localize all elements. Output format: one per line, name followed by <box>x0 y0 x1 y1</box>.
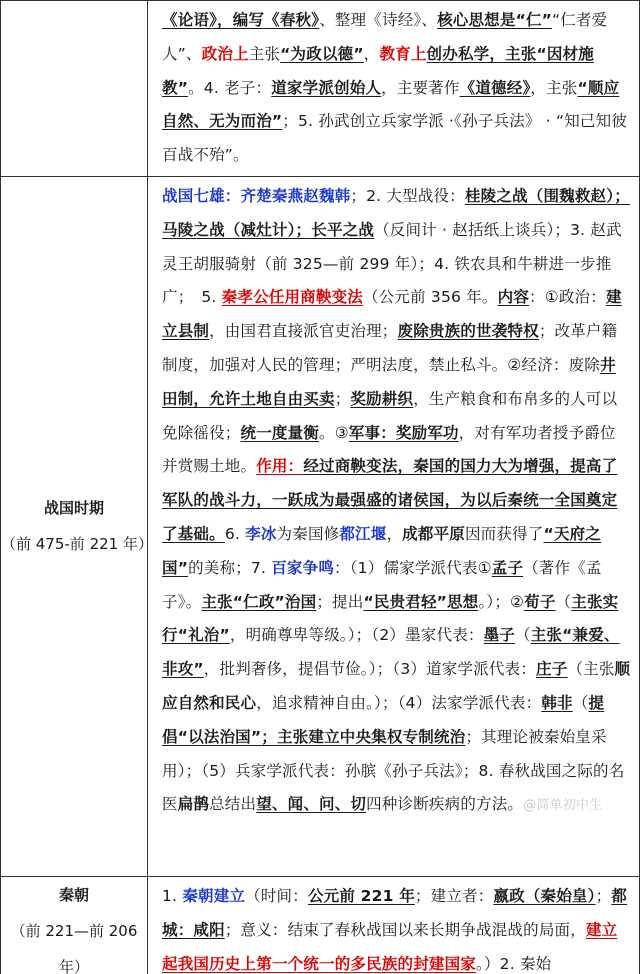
text-segment: 主张 <box>248 44 281 63</box>
era-name: 战国时期 <box>43 499 104 518</box>
text-segment: 荀子 <box>524 592 556 611</box>
text-segment: （ <box>555 592 572 611</box>
text-segment: 秦朝建立 <box>182 886 246 905</box>
text-segment: ；意义：结束了春秋战国以来长期争战混战的局面， <box>224 920 586 939</box>
text-segment: 成都平原 <box>402 524 465 543</box>
text-segment: “顺应自然、无为而治” <box>162 78 620 131</box>
text-segment: ；建立者： <box>414 886 494 905</box>
text-segment: 秦孝公任用商鞅变法 <box>221 288 363 307</box>
text-segment: 废除贵族的世袭特权 <box>397 322 539 341</box>
text-segment: 我国历史上第一个统一的多民族的封建国家 <box>177 954 477 973</box>
table-row <box>1 1 640 177</box>
text-segment: 、整理《诗经》、 <box>319 11 438 29</box>
text-segment: 建立起 <box>162 920 618 973</box>
text-segment: ，主张 <box>530 78 578 97</box>
text-segment: ；其理论被秦始皇采用）；（5）兵家学派代表：孙膑《孙子兵法》；8. 春秋战国之际的名医 <box>162 727 625 814</box>
text-segment: “为政以德” <box>280 44 364 63</box>
text-segment: 政治上 <box>201 44 249 63</box>
text-segment: （ <box>515 626 531 645</box>
text-segment: （ <box>572 693 589 712</box>
text-segment: “民贵君轻”思想 <box>363 592 479 611</box>
text-segment: 奖励耕织 <box>350 389 414 408</box>
text-segment: ，主要著作 <box>381 78 460 97</box>
text-segment: 教育上 <box>379 44 427 63</box>
text-segment: 。③ <box>319 423 349 442</box>
text-segment: ； <box>595 886 612 905</box>
text-segment: “天府之国” <box>162 524 601 577</box>
text-segment: 为秦国修 <box>276 524 340 543</box>
text-segment: ，由国君直接派官吏治理； <box>209 322 398 341</box>
text-segment: ； <box>334 389 351 408</box>
table-row <box>1 876 640 974</box>
text-segment: 扁鹊 <box>177 795 210 814</box>
era-name: 秦朝 <box>58 885 89 904</box>
text-segment: 四种诊断疾病的方法。 <box>366 795 524 814</box>
text-segment: 道家学派创始人 <box>271 78 382 97</box>
text-segment: 《道德经》 <box>459 78 531 97</box>
text-segment: 作用： <box>256 457 304 476</box>
text-segment: ；2. 大型战役： <box>350 186 465 205</box>
text-segment: 战国七雄：齐楚秦燕赵魏韩 <box>162 186 351 205</box>
text-segment: 军事：奖励军功 <box>348 423 459 442</box>
text-segment: 百家争鸣 <box>271 558 335 577</box>
text-segment: 顺应自然和民心 <box>162 660 631 712</box>
content-cell <box>148 876 640 974</box>
text-segment: 经过商鞅变法，秦国的国力大为增强，提高了军队的战斗力，一跃成为最强盛的诸侯国，为以后秦统一全国奠定了基础。 <box>162 457 618 543</box>
text-segment: 6. <box>224 524 246 543</box>
text-segment: ，对有军功者授予爵位并赏赐土地。 <box>162 423 616 476</box>
text-segment: 因而获得了 <box>464 524 544 543</box>
era-cell <box>1 876 148 974</box>
text-segment: （主张 <box>567 660 615 679</box>
text-segment: 孟子 <box>491 558 524 577</box>
text-segment: ， <box>363 44 380 63</box>
text-segment: （反间计 · 赵括纸上谈兵）；3. 赵武灵王胡服骑射（前 325—前 299 年）；4. 铁农具和牛耕进一步推广； 5. <box>162 220 622 307</box>
text-segment: 李冰 <box>245 524 277 543</box>
era-cell <box>1 176 153 876</box>
era-cell <box>1 1 148 177</box>
text-segment: 1. <box>162 886 183 905</box>
era-period: （前 475-前 221 年） <box>1 535 153 554</box>
text-segment: 创办私学，主张“因材施教” <box>162 44 594 97</box>
text-segment: 墨子 <box>483 626 515 645</box>
content-cell <box>148 176 640 876</box>
text-segment: 的美称；7. <box>188 558 272 577</box>
text-segment: 桂陵之战（围魏救赵）；马陵之战（减灶计）；长平之战 <box>162 186 630 239</box>
text-segment: 都城：咸阳 <box>162 886 627 939</box>
text-segment: ，明确尊卑等级。）；（2）墨家代表： <box>229 626 484 645</box>
text-segment: 嬴政（秦始皇） <box>493 886 596 905</box>
content-cell <box>148 1 640 177</box>
text-segment: 主张“兼爱、非攻” <box>162 626 620 679</box>
text-segment: “仁者爱人”、 <box>162 11 608 63</box>
text-segment: ， <box>386 524 403 543</box>
text-segment: （时间： <box>245 886 308 905</box>
text-segment: ，批判奢侈，提倡节俭。）；（3）道家学派代表： <box>203 660 537 679</box>
text-segment: 。）；② <box>478 592 525 611</box>
table-row <box>1 176 640 876</box>
text-segment: 建立县制 <box>162 288 622 341</box>
text-segment: （著作《孟子》。 <box>162 558 602 611</box>
text-segment: 公元前 221 年 <box>307 886 415 905</box>
text-segment: 总结出 <box>209 795 257 814</box>
text-segment: 。）2. 秦始 <box>476 954 552 973</box>
text-segment: ；改革户籍制度，加强对人民的管理；严明法度，禁止私斗。②经济：废除 <box>162 322 618 374</box>
watermark-text: @简单初中生 <box>523 798 603 814</box>
text-segment: ：（1）儒家学派代表① <box>334 558 492 577</box>
text-segment: ；5. 孙武创立兵家学派 ·《孙子兵法》 · “知己知彼百战不殆”。 <box>162 112 628 165</box>
text-segment: ，生产粮食和布帛多的人可以免除徭役； <box>162 389 618 442</box>
text-segment: 韩非 <box>541 693 573 712</box>
text-segment: 内容 <box>497 288 530 307</box>
text-segment: 望、闻、问、切 <box>256 795 367 814</box>
text-segment: 提倡“以法治国”；主张建立中央集权专制统治 <box>162 693 605 746</box>
text-segment: ：①政治： <box>529 288 606 307</box>
text-segment: 《论语》，编写《春秋》 <box>162 11 320 29</box>
text-segment: 都江堰 <box>339 524 387 543</box>
text-segment: 核心思想是“仁” <box>437 11 553 29</box>
text-segment: ；提出 <box>316 592 364 611</box>
text-segment: 庄子 <box>536 660 568 679</box>
text-segment: 主张实行“礼治” <box>162 592 619 645</box>
text-segment: ，追求精神自由。）；（4）法家学派代表： <box>256 693 542 712</box>
era-period: （前 221—前 206 年） <box>10 921 138 974</box>
text-segment: 统一度量衡 <box>240 423 320 442</box>
text-segment: （公元前 356 年。 <box>362 288 498 307</box>
text-segment: 井田制，允许土地自由买卖 <box>162 355 616 408</box>
text-segment: 。4. 老子： <box>188 78 272 97</box>
text-segment: 主张“仁政”治国 <box>201 592 317 611</box>
